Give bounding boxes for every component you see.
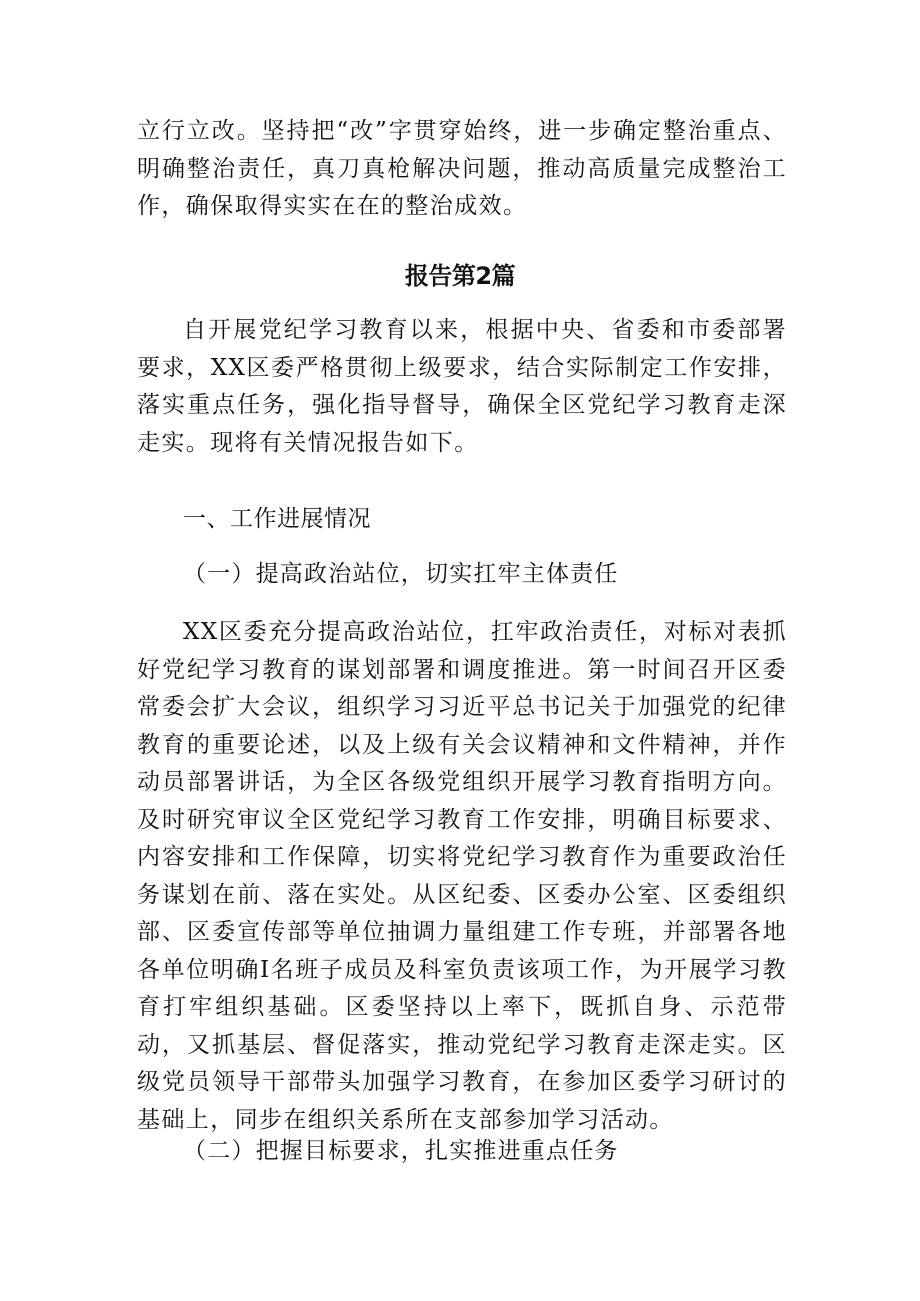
continuation-paragraph: 立行立改。坚持把“改”字贯穿始终，进一步确定整治重点、明确整治责任，真刀真枪解决问题，推动高质量完成整治工作，确保取得实实在在的整治成效。	[137, 118, 787, 219]
report-title: 报告第2篇	[404, 262, 516, 290]
subsection-1-heading: （一）提高政治站位，切实扛牢主体责任	[183, 561, 619, 587]
intro-paragraph: 自开展党纪学习教育以来，根据中央、省委和市委部署要求，XX区委严格贯彻上级要求，结合实际制定工作安排，落实重点任务，强化指导督导，确保全区党纪学习教育走深走实。现将有关情况报告如下。	[137, 317, 787, 456]
subsection-2-heading: （二）把握目标要求，扎实推进重点任务	[183, 1138, 619, 1164]
section-1-heading: 一、工作进展情况	[183, 506, 371, 532]
subsection-1-paragraph: XX区委充分提高政治站位，扛牢政治责任，对标对表抓好党纪学习教育的谋划部署和调度推进。第一时间召开区委常委会扩大会议，组织学习习近平总书记关于加强党的纪律教育的重要论述，以及上级有关会议精神和文件精神，并作动员部署讲话，为全区各级党组织开展学习教育指明方向。及时研究审议全区党纪学习教育工作安排，明确目标要求、内容安排和工作保障，切实将党纪学习教育作为重要政治任务谋划在前、落在实处。从区纪委、区委办公室、区委组织部、区委宣传部等单位抽调力量组建工作专班，并部署各地各单位明确I名班子成员及科室负责该项工作，为开展学习教育打牢组织基础。区委坚持以上率下，既抓自身、示范带动，又抓基层、督促落实，推动党纪学习教育走深走实。区级党员领导干部带头加强学习教育，在参加区委学习研讨的基础上，同步在组织关系所在支部参加学习活动。	[137, 619, 787, 1133]
